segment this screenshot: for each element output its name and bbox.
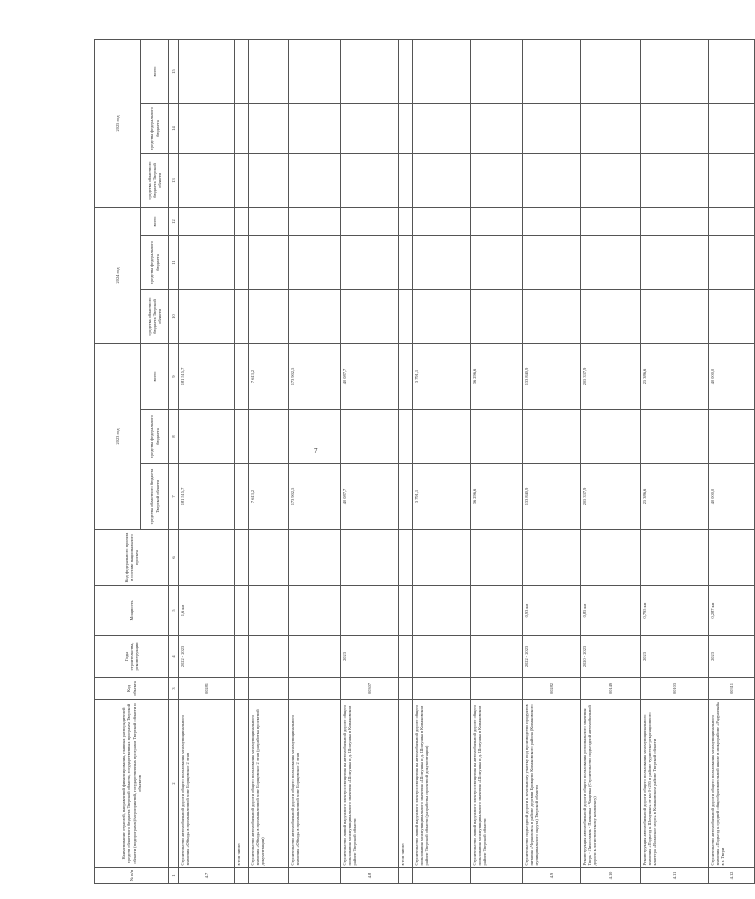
col-number: 10 (169, 290, 179, 344)
empty-cell (399, 40, 413, 104)
row-capacity (471, 586, 523, 636)
row-2023-regional: 36 296,6 (471, 464, 523, 530)
col-number: 9 (169, 344, 179, 410)
row-name: Строительство линий наружного электроосвещения на автомобильной дороге общего пользования межмуниципального значения «Шомушка и д. Шомушка в Конаковском районе Тверской области (341, 700, 399, 868)
row-2023-regional: 40 000,0 (709, 464, 755, 530)
col-number: 8 (169, 410, 179, 464)
empty-cell (235, 208, 249, 236)
table-row (641, 40, 709, 884)
empty-cell (471, 290, 523, 344)
empty-cell (399, 290, 413, 344)
row-years: 2022 - 2023 (179, 636, 235, 678)
row-name: Строительство подъездной дороги к земельному участку под производство продуктов питания «Черкизово» в районе деревни Бривцево Конаковского района (Конаковского муниципального округа) Тверской области (523, 700, 581, 868)
row-number (471, 868, 523, 884)
row-name: Строительство автомобильной дороги общего пользования межмуниципального значения «Подъезд к средней общеобразовательной школе в микрорайоне «Радужный» в г. Твери (709, 700, 755, 868)
row-code (249, 678, 289, 700)
row-number (235, 868, 249, 884)
col-number: 12 (169, 208, 179, 236)
table-row (235, 40, 249, 884)
header-2025-total: всего (141, 40, 169, 104)
investment-table (94, 39, 755, 884)
header-2024-federal: средства федерального бюджета (141, 236, 169, 290)
empty-cell (179, 104, 235, 154)
empty-cell (523, 290, 581, 344)
row-fed-code (179, 530, 235, 586)
col-number: 13 (169, 154, 179, 208)
empty-cell (235, 104, 249, 154)
empty-cell (235, 154, 249, 208)
empty-cell (641, 154, 709, 208)
empty-cell (179, 290, 235, 344)
row-name: Реконструкция автомобильной дороги общего пользования межмуниципального значения «Подъезд к Шомушке» от км 0+295 в районе туристско-рекреационного кластера «Волжское море» в Конаковском районе Тверской области (641, 700, 709, 868)
row-number: 4.11 (641, 868, 709, 884)
row-2023-total: 7 613,2 (249, 344, 289, 410)
header-capacity: Мощность (95, 586, 169, 636)
empty-cell (289, 236, 341, 290)
row-2023-total (235, 344, 249, 410)
row-2023-federal (341, 410, 399, 464)
empty-cell (471, 208, 523, 236)
row-years (235, 636, 249, 678)
row-fed-code (523, 530, 581, 586)
empty-cell (709, 154, 755, 208)
row-name: Реконструкция автомобильной дороги общего пользования регионального значения Тверь - Лихославль - Панковка - Чащевка (Строительство подъездной автомобильной дороги к логистическому комплексу) (581, 700, 641, 868)
row-2023-total (399, 344, 413, 410)
empty-cell (289, 290, 341, 344)
row-2023-total: 25 386,6 (641, 344, 709, 410)
col-number: 14 (169, 104, 179, 154)
row-years: 2023 (709, 636, 755, 678)
row-2023-total: 173 902,5 (289, 344, 341, 410)
row-2023-total: 40 000,0 (709, 344, 755, 410)
row-years (399, 636, 413, 678)
row-code (399, 678, 413, 700)
empty-cell (341, 290, 399, 344)
col-number: 3 (169, 678, 179, 700)
row-capacity (235, 586, 249, 636)
row-2023-federal (399, 410, 413, 464)
row-2023-federal (249, 410, 289, 464)
row-name: Строительство линий наружного электроосвещения на автомобильной дороге общего пользования межмуниципального значения «Шомушка и д. Шомушка в Конаковском районе Тверской области (разработка проектной документации) (413, 700, 471, 868)
empty-cell (179, 40, 235, 104)
header-2025-regional: средства областного бюджета Тверской области (141, 154, 169, 208)
row-2023-regional (399, 464, 413, 530)
empty-cell (179, 236, 235, 290)
row-2023-total: 181 515,7 (179, 344, 235, 410)
row-years: 2020 - 2023 (581, 636, 641, 678)
row-name: в том числе: (399, 700, 413, 868)
row-years: 2022 - 2023 (523, 636, 581, 678)
table-row (709, 40, 755, 884)
row-years (289, 636, 341, 678)
row-capacity: 1,6 км (179, 586, 235, 636)
table-row (399, 40, 413, 884)
header-2024-regional: средства областного бюджета Тверской области (141, 290, 169, 344)
row-number: 4.9 (523, 868, 581, 884)
empty-cell (641, 290, 709, 344)
empty-cell (399, 208, 413, 236)
row-2023-regional: 7 613,2 (249, 464, 289, 530)
empty-cell (581, 104, 641, 154)
empty-cell (289, 104, 341, 154)
row-name: Строительство автомобильной дороги общего пользования межмуниципального значения «Обход» в промышленной зоне Борщевское 2 этап (179, 700, 235, 868)
row-code: 00311 (709, 678, 755, 700)
empty-cell (413, 154, 471, 208)
row-2023-total: 205 337,9 (581, 344, 641, 410)
empty-cell (709, 104, 755, 154)
row-capacity: 0,287 км (709, 586, 755, 636)
empty-cell (523, 104, 581, 154)
row-2023-regional: 181 515,7 (179, 464, 235, 530)
table-row (471, 40, 523, 884)
empty-cell (413, 104, 471, 154)
row-2023-federal (289, 410, 341, 464)
row-code: 00103 (641, 678, 709, 700)
row-name: Строительство автомобильной дороги общего пользования межмуниципального значения «Обход» в промышленной зоне Борщевское 2 этап (разработка проектной документации) (249, 700, 289, 868)
row-capacity (249, 586, 289, 636)
row-2023-regional: 205 337,9 (581, 464, 641, 530)
row-code: 00282 (523, 678, 581, 700)
empty-cell (341, 208, 399, 236)
col-number: 5 (169, 586, 179, 636)
row-code: 00281 (179, 678, 235, 700)
row-2023-federal (641, 410, 709, 464)
row-number: 4.8 (341, 868, 399, 884)
header-2024-total: всего (141, 208, 169, 236)
empty-cell (249, 154, 289, 208)
row-fed-code (471, 530, 523, 586)
empty-cell (581, 40, 641, 104)
row-2023-regional (235, 464, 249, 530)
header-2025-federal: средства федерального бюджета (141, 104, 169, 154)
empty-cell (709, 290, 755, 344)
row-capacity: 0,795 км (641, 586, 709, 636)
row-fed-code (289, 530, 341, 586)
row-2023-federal (235, 410, 249, 464)
row-years: 2023 (341, 636, 399, 678)
row-2023-regional: 173 902,5 (289, 464, 341, 530)
empty-cell (179, 154, 235, 208)
header-num: № п/п (95, 868, 169, 884)
header-2023-regional: средства областного бюджета Тверской области (141, 464, 169, 530)
empty-cell (289, 208, 341, 236)
row-years: 2023 (641, 636, 709, 678)
empty-cell (581, 154, 641, 208)
header-2023-federal: средства федерального бюджета (141, 410, 169, 464)
row-fed-code (399, 530, 413, 586)
empty-cell (413, 236, 471, 290)
row-2023-federal (179, 410, 235, 464)
column-numbers-row (169, 40, 179, 884)
row-2023-federal (413, 410, 471, 464)
empty-cell (471, 40, 523, 104)
empty-cell (523, 236, 581, 290)
empty-cell (341, 104, 399, 154)
row-2023-regional: 25 386,6 (641, 464, 709, 530)
row-capacity (341, 586, 399, 636)
row-fed-code (235, 530, 249, 586)
row-code (289, 678, 341, 700)
empty-cell (235, 40, 249, 104)
row-fed-code (341, 530, 399, 586)
row-capacity: 0,93 км (523, 586, 581, 636)
empty-cell (641, 208, 709, 236)
empty-cell (249, 208, 289, 236)
col-number: 6 (169, 530, 179, 586)
empty-cell (249, 236, 289, 290)
table-body (179, 40, 755, 884)
empty-cell (581, 290, 641, 344)
empty-cell (471, 154, 523, 208)
empty-cell (249, 290, 289, 344)
row-fed-code (641, 530, 709, 586)
empty-cell (399, 104, 413, 154)
col-number: 4 (169, 636, 179, 678)
col-number: 11 (169, 236, 179, 290)
empty-cell (413, 40, 471, 104)
row-fed-code (249, 530, 289, 586)
row-code (413, 678, 471, 700)
row-number (399, 868, 413, 884)
empty-cell (249, 40, 289, 104)
row-2023-total: 133 840,9 (523, 344, 581, 410)
row-years (413, 636, 471, 678)
row-fed-code (413, 530, 471, 586)
table-row (179, 40, 235, 884)
empty-cell (471, 104, 523, 154)
row-2023-federal (471, 410, 523, 464)
row-2023-regional: 133 840,9 (523, 464, 581, 530)
empty-cell (289, 154, 341, 208)
row-number: 4.10 (581, 868, 641, 884)
empty-cell (341, 236, 399, 290)
row-name: Строительство автомобильной дороги общего пользования межмуниципального значения «Обход» в промышленной зоне Борщевское 2 этап (289, 700, 341, 868)
row-fed-code (709, 530, 755, 586)
table-row (581, 40, 641, 884)
row-name: Строительство линий наружного электроосвещения на автомобильной дороге общего пользования межмуниципального значения «Шомушка и д. Шомушка в Конаковском районе Тверской области (471, 700, 523, 868)
row-code (235, 678, 249, 700)
empty-cell (641, 104, 709, 154)
row-2023-federal (709, 410, 755, 464)
empty-cell (399, 236, 413, 290)
row-code: 00307 (341, 678, 399, 700)
header-fed-code: Код федерального проекта в составе национального проекта (95, 530, 169, 586)
row-number: 4.12 (709, 868, 755, 884)
empty-cell (249, 104, 289, 154)
header-2025: 2025 год (95, 40, 141, 208)
row-years (471, 636, 523, 678)
row-number: 4.7 (179, 868, 235, 884)
row-years (249, 636, 289, 678)
empty-cell (523, 154, 581, 208)
row-2023-total: 40 087,7 (341, 344, 399, 410)
header-years: Годы строительства, реконструкции (95, 636, 169, 678)
empty-cell (179, 208, 235, 236)
table-row (523, 40, 581, 884)
empty-cell (341, 154, 399, 208)
empty-cell (523, 40, 581, 104)
rotated-table-container (94, 40, 734, 884)
col-number: 7 (169, 464, 179, 530)
empty-cell (471, 236, 523, 290)
row-2023-federal (523, 410, 581, 464)
row-2023-federal (581, 410, 641, 464)
row-code (471, 678, 523, 700)
page-number: 7 (314, 447, 318, 455)
empty-cell (289, 40, 341, 104)
col-number: 1 (169, 868, 179, 884)
row-code: 00149 (581, 678, 641, 700)
empty-cell (413, 290, 471, 344)
empty-cell (709, 236, 755, 290)
table-row (413, 40, 471, 884)
empty-cell (709, 40, 755, 104)
empty-cell (235, 236, 249, 290)
row-capacity: 0,85 км (581, 586, 641, 636)
table-row (249, 40, 289, 884)
row-2023-total: 36 296,6 (471, 344, 523, 410)
empty-cell (709, 208, 755, 236)
empty-cell (413, 208, 471, 236)
row-fed-code (581, 530, 641, 586)
row-2023-regional: 40 087,7 (341, 464, 399, 530)
col-number: 15 (169, 40, 179, 104)
header-2023: 2023 год (95, 344, 141, 530)
table-row (341, 40, 399, 884)
header-code: Код объекта (95, 678, 169, 700)
row-number (249, 868, 289, 884)
row-name: в том числе: (235, 700, 249, 868)
row-number (289, 868, 341, 884)
empty-cell (581, 236, 641, 290)
row-2023-total: 3 791,1 (413, 344, 471, 410)
empty-cell (641, 236, 709, 290)
row-2023-regional: 3 791,1 (413, 464, 471, 530)
empty-cell (523, 208, 581, 236)
row-capacity (413, 586, 471, 636)
header-2023-total: всего (141, 344, 169, 410)
table-row (289, 40, 341, 884)
row-number (413, 868, 471, 884)
empty-cell (581, 208, 641, 236)
empty-cell (235, 290, 249, 344)
row-capacity (399, 586, 413, 636)
empty-cell (399, 154, 413, 208)
header-name: Наименование отраслей, направлений финансирования, главных распорядителей средств областного бюджета Тверской области, государственных программ Тверской области (подпрограмм)/мероприятий, государственных программ Тверской области и объектов (95, 700, 169, 868)
header-2024: 2024 год (95, 208, 141, 344)
empty-cell (341, 40, 399, 104)
col-number: 2 (169, 700, 179, 868)
empty-cell (641, 40, 709, 104)
row-capacity (289, 586, 341, 636)
